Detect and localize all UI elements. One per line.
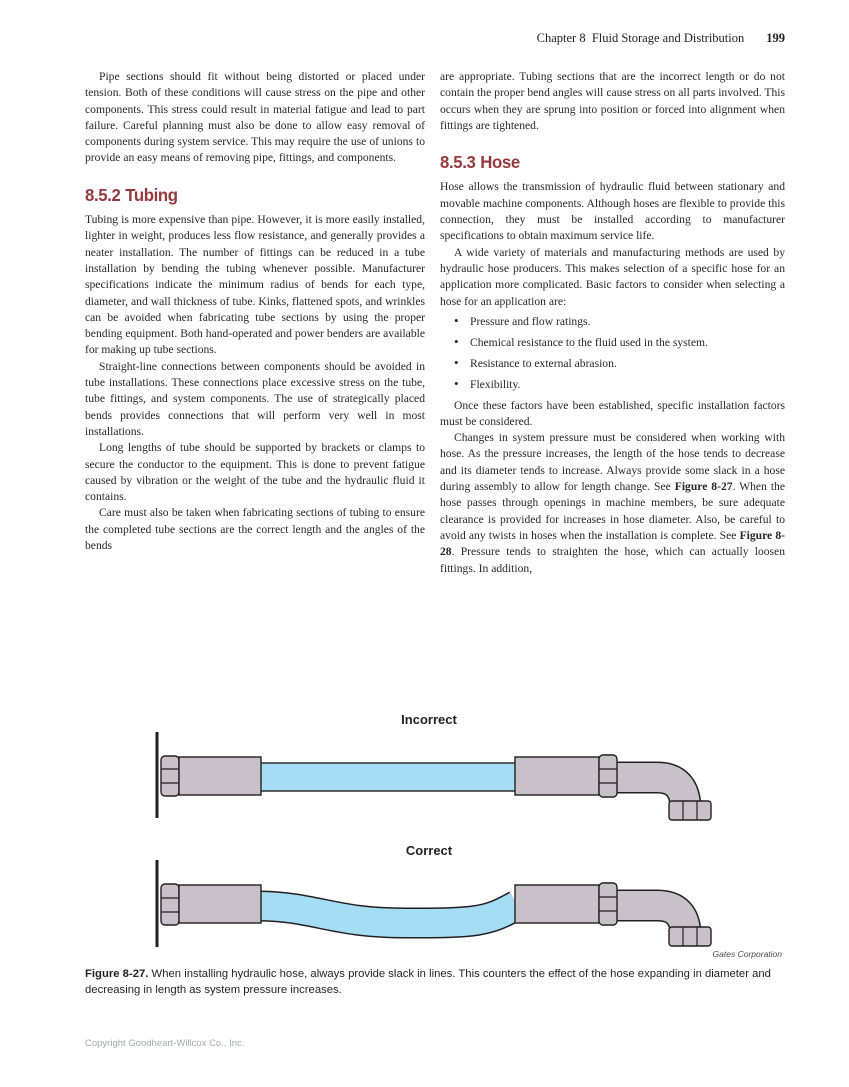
section-title: Tubing	[125, 184, 178, 205]
list-item: • Pressure and flow ratings.	[440, 314, 785, 330]
correct-hose-diagram	[85, 857, 785, 959]
section-heading-tubing	[85, 184, 411, 205]
hex-nut	[599, 883, 617, 925]
straight-hose	[257, 763, 519, 791]
hose-socket	[515, 757, 599, 795]
incorrect-hose-diagram	[85, 725, 785, 825]
text-segment: . Pressure tends to straighten the hose, which can actually loosen fittings. In addition,	[440, 545, 785, 575]
end-hex-nut	[669, 927, 711, 946]
text-segment: Changes in system pressure must be considered when working with hose. As the pressure increases, the length of the hose tends to decrease and its diameter tends to increase. Always provide some slack in a hose during assembly to allow for length change. See	[440, 431, 785, 494]
copyright-notice: Copyright Goodheart-Willcox Co., Inc.	[85, 1038, 245, 1049]
list-item: • Resistance to external abrasion.	[440, 356, 785, 372]
figure-caption-lead: Figure 8-27.	[85, 968, 149, 980]
section-title: Hose	[480, 152, 520, 173]
hose-socket	[179, 885, 261, 923]
hose-factor-list	[440, 314, 785, 393]
paragraph-pipe-sections: Pipe sections should fit without being distorted or placed under tension. Both of these conditions will cause stress on the pipe and other components. This stress could result in material fatigue and lead to part failure. Careful planning must also be done to allow easy removal of components during system service. This may require the use of unions to provide an easy means of removing pipe, fittings, and components.	[85, 70, 425, 165]
hex-nut	[161, 884, 179, 925]
paragraph-long-lengths: Long lengths of tube should be supported by brackets or clamps to secure the conductor to the equipment. This is done to prevent fatigue caused by vibration or the weight of the tube and the hydraulic fluid it contains.	[85, 441, 425, 504]
paragraph-hose-intro: Hose allows the transmission of hydraulic fluid between stationary and movable machine components. Although hoses are flexible to provide this connection, they must be installed according to manufacturer specifications to obtain maximum service life.	[440, 180, 785, 243]
list-item: • Flexibility.	[440, 377, 785, 393]
chapter-title: Chapter 8 Fluid Storage and Distribution	[536, 31, 745, 45]
paragraph-wide-variety: A wide variety of materials and manufacturing methods are used by hydraulic hose producers. This makes selection of a specific hose for an application more complicated. Basic factors to consider when selecting a hose for an application are:	[440, 245, 785, 308]
paragraph-care-fabricating: Care must also be taken when fabricating sections of tubing to ensure the completed tube sections are the correct length and the angles of the bends	[85, 506, 425, 553]
figure-credit: Gates Corporation	[712, 949, 782, 959]
left-column	[85, 69, 425, 554]
hex-nut	[161, 756, 179, 796]
figure-reference: Figure 8-27	[674, 480, 733, 494]
right-column	[440, 69, 785, 577]
list-item: • Chemical resistance to the fluid used in the system.	[440, 335, 785, 351]
paragraph-are-appropriate: are appropriate. Tubing sections that are the incorrect length or do not contain the proper bend angles will cause stress on all parts involved. This occurs when they are sprung into position or forced into alignment when fittings are tightened.	[440, 70, 785, 132]
section-number: 8.5.2	[85, 184, 121, 205]
paragraph-once-factors: Once these factors have been established, specific installation factors must be considered.	[440, 398, 785, 428]
paragraph-pressure-changes	[440, 430, 785, 577]
figure-caption-text: When installing hydraulic hose, always provide slack in lines. This counters the effect of the hose expanding in diameter and decreasing in length as system pressure increases.	[85, 968, 771, 996]
end-hex-nut	[669, 801, 711, 820]
running-head	[537, 31, 785, 46]
text-segment: . When the hose passes through openings in machine members, be sure adequate clearance is provided for increases in hose diameter. Also, be careful to avoid any twists in hoses when the installation is complete. See	[440, 480, 785, 542]
paragraph-straight-line: Straight-line connections between components should be avoided in tube installations. These connections place excessive stress on the tube, tube fittings, and system components. The use of strategically placed bends provides connections that will perform very well in most installations.	[85, 359, 425, 438]
section-number: 8.5.3	[440, 152, 476, 173]
paragraph-tubing-intro: Tubing is more expensive than pipe. However, it is more easily installed, lighter in weight, produces less flow resistance, and generally provides a neater installation. The number of fittings can be reduced in a tube installation by bending the tubing whenever possible. Manufacturer specifications indicate the minimum radius of bends for each type, diameter, and wall thickness of tube. Kinks, flattened spots, and wrinkles can be avoided when fabricating tube sections by using the proper bending equipment. Both hand-operated and power benders are available for making up tube sections.	[85, 213, 425, 357]
hose-socket	[515, 885, 599, 923]
figure-caption	[85, 967, 785, 998]
hex-nut	[599, 755, 617, 797]
section-heading-hose	[440, 152, 771, 173]
figure-reference: Figure 8-28	[440, 528, 785, 559]
figure-label-correct: Correct	[405, 843, 453, 858]
page-number: 199	[766, 31, 785, 45]
hose-socket	[179, 757, 261, 795]
figure-label-incorrect: Incorrect	[401, 712, 457, 727]
